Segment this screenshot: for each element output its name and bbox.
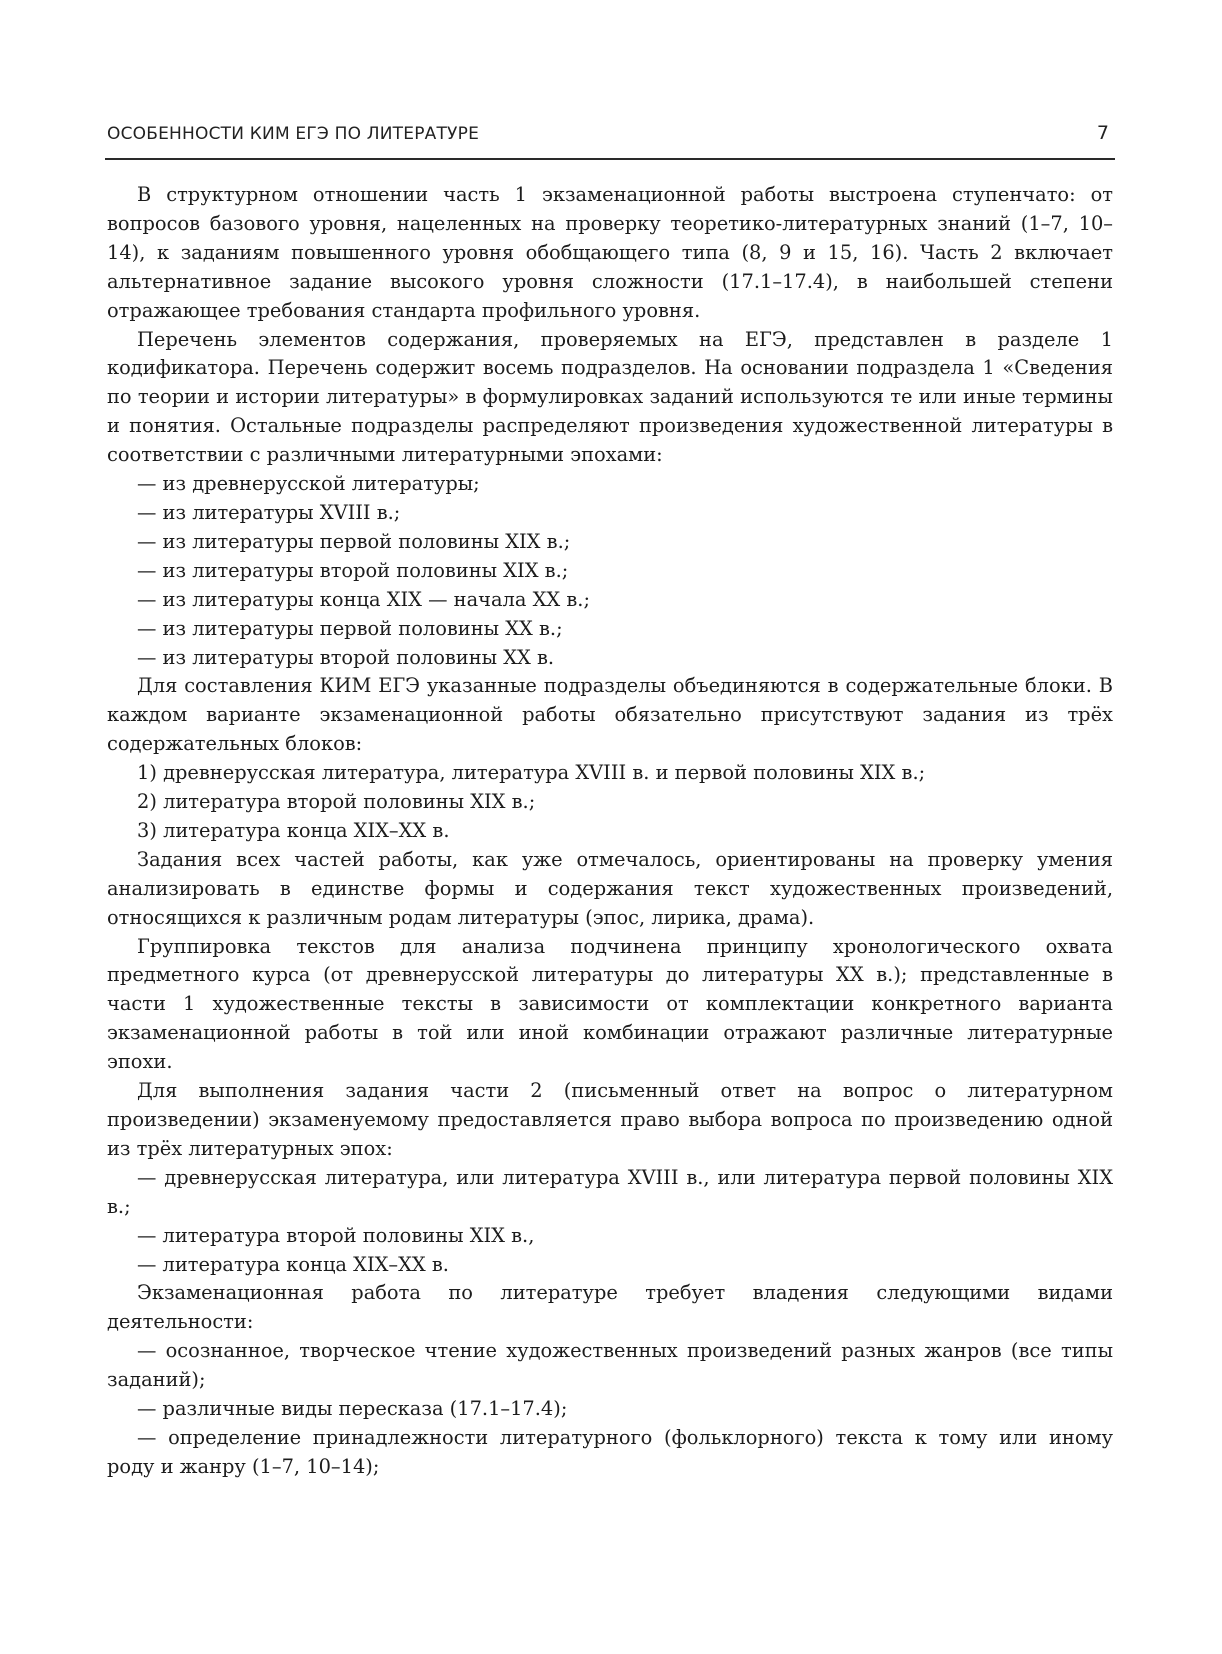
paragraph: Экзаменационная работа по литературе требует владения следующими видами деятельности: <box>107 1281 1113 1334</box>
paragraph: Для составления КИМ ЕГЭ указанные подразделы объединяются в содержательные блоки. В каждом варианте экзаменационной работы обязательно присутствуют задания из трёх содержательных блоков: <box>107 674 1113 756</box>
list-item: 2) литература второй половины XIX в.; <box>137 790 536 814</box>
running-title: ОСОБЕННОСТИ КИМ ЕГЭ ПО ЛИТЕРАТУРЕ <box>107 124 480 144</box>
paragraph: Для выполнения задания части 2 (письменный ответ на вопрос о литературном произведении) экзаменуемому предоставляется право выбора вопроса по произведению одной из трёх литературных эпох: <box>107 1079 1113 1160</box>
list-item: — из литературы второй половины XIX в.; <box>137 558 569 582</box>
paragraph: В структурном отношении часть 1 экзаменационной работы выстроена ступенчато: от вопросов базового уровня, нацеленных на проверку теоретико-литературных знаний (1–7, 10–14), к заданиям повышенного уровня обобщающего типа (8, 9 и 15, 16). Часть 2 включает альтернативное задание высокого уровня сложности (17.1–17.4), в наибольшей степени отражающее требования стандарта профильного уровня. <box>107 183 1113 322</box>
paragraph: Перечень элементов содержания, проверяемых на ЕГЭ, представлен в разделе 1 кодификатора. Перечень содержит восемь подразделов. На основании подраздела 1 «Сведения по теории и истории литературы» в формулировках заданий используются те или иные термины и понятия. Остальные подразделы распределяют произведения художественной литературы в соответствии с различными литературными эпохами: <box>107 327 1113 467</box>
body-text <box>107 181 1113 1482</box>
list-item: — различные виды пересказа (17.1–17.4); <box>137 1397 568 1421</box>
page-header <box>105 122 1115 160</box>
list-item: — литература конца XIX–XX в. <box>137 1252 449 1276</box>
list-item: — из древнерусской литературы; <box>137 472 480 496</box>
list-item: — из литературы первой половины XIX в.; <box>137 529 571 553</box>
paragraph: Группировка текстов для анализа подчинена принципу хронологического охвата предметного курса (от древнерусской литературы до литературы XX в.); представленные в части 1 художественные тексты в зависимости от комплектации конкретного варианта экзаменационной работы в той или иной комбинации отражают различные литературные эпохи. <box>107 934 1113 1074</box>
page-number: 7 <box>1096 122 1109 144</box>
list-item: — литература второй половины XIX в., <box>137 1223 535 1247</box>
list-item: — из литературы XVIII в.; <box>137 500 401 524</box>
paragraph: Задания всех частей работы, как уже отмечалось, ориентированы на проверку умения анализировать в единстве формы и содержания текст художественных произведений, относящихся к различным родам литературы (эпос, лирика, драма). <box>107 847 1113 929</box>
list-item: — из литературы конца XIX — начала XX в.; <box>137 587 590 611</box>
list-item: 1) древнерусская литература, литература XVIII в. и первой половины XIX в.; <box>137 761 926 785</box>
list-item: — из литературы первой половины XX в.; <box>137 616 563 640</box>
list-item: 3) литература конца XIX–XX в. <box>137 818 450 842</box>
list-item: — осознанное, творческое чтение художественных произведений разных жанров (все типы заданий); <box>107 1339 1113 1392</box>
list-item: — древнерусская литература, или литература XVIII в., или литература первой половины XIX в.; <box>107 1165 1113 1218</box>
list-item: — определение принадлежности литературного (фольклорного) текста к тому или иному роду и жанру (1–7, 10–14); <box>107 1425 1113 1478</box>
list-item: — из литературы второй половины XX в. <box>137 645 555 669</box>
